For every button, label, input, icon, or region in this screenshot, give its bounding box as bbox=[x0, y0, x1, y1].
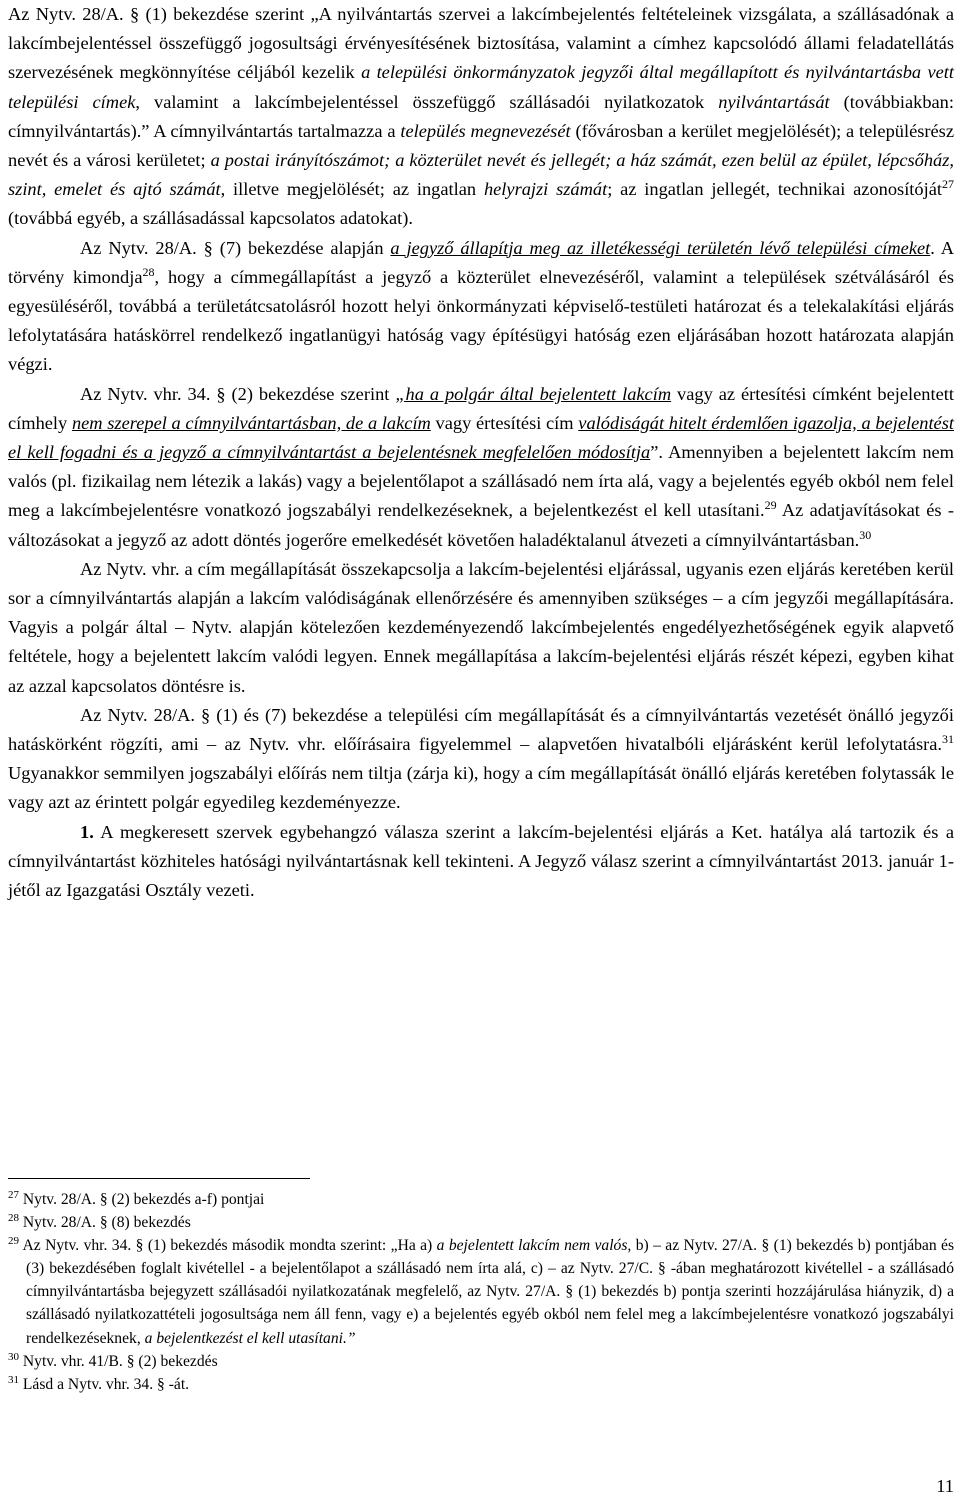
paragraph-1 bbox=[8, 0, 954, 234]
footnote-ref: 29 bbox=[8, 1235, 19, 1248]
text-run: Ugyanakkor semmilyen jogszabályi előírás nem tiltja (zárja ki), hogy a cím megállapítását önálló eljárás keretében folytassák le vagy azt az érintett polgár egyedileg kezdeményezze. bbox=[8, 763, 954, 813]
footnote-ref: 28 bbox=[8, 1212, 19, 1225]
text-run: nem szerepel a címnyilvántartásban, de a lakcím bbox=[71, 412, 431, 433]
text-run: a települési önkormányzatok jegyzői által megállapított és nyilvántartásba vett települési címek bbox=[8, 62, 954, 112]
footnote-ref: 27 bbox=[942, 177, 954, 192]
text-run: a postai irányítószámot; a közterület nevét és jellegét; a ház számát, ezen belül az épület, lépcsőház, szint, emelet és ajtó számát bbox=[8, 150, 954, 200]
footnote-ref: 27 bbox=[8, 1189, 19, 1201]
text-run: (továbbá egyéb, a szállásadással kapcsolatos adatokat). bbox=[8, 208, 413, 229]
text-run: , valamint a lakcímbejelentéssel összefüggő szállásadói nyilatkozatok bbox=[135, 91, 719, 112]
text-run: Az Nytv. vhr. a cím megállapítását összekapcsolja a lakcím-bejelentési eljárással, ugyanis ezen eljárás keretében kerül sor a címnyilvántartás alapján a lakcím valódiságának ellenőrzésére és amennyiben szükséges – a cím jegyzői megállapítására. Vagyis a polgár által – Nytv. alapján kötelezően kezdeményezendő lakcímbejelentés engedélyezhetőségének egyik alapvető feltétele, hogy a bejelentett lakcím valódi legyen. Ennek megállapítása a lakcím-bejelentési eljárás részét képezi, egyben kihat az azzal kapcsolatos döntésre is. bbox=[8, 558, 954, 696]
text-run: vagy az értesítési címként bejelentett címhely bbox=[8, 383, 954, 433]
paragraph-3 bbox=[8, 380, 954, 555]
text-run: valódiságát hitelt érdemlően igazolja, a bejelentést el kell fogadni és a jegyző a címnyilvántartást a bejelentésnek megfelelően módosítja bbox=[8, 412, 954, 463]
paragraph-6 bbox=[8, 818, 954, 906]
paragraph-4 bbox=[8, 555, 954, 701]
text-run: ”. Amennyiben a bejelentett lakcím nem valós (pl. fizikailag nem létezik a lakás) vagy a bejelentőlapot a szállásadó nem írta alá, vagy a bejelentés egyéb okból nem felel meg a lakcímbejelentésre vonatkozó jogszabályi rendelkezéseknek, a bejelentkezést el kell utasítani. bbox=[8, 442, 954, 521]
text-run: Az adatjavításokat és -változásokat a jegyző az adott döntés jogerőre emelkedését követően haladéktalanul átvezeti a címnyilvántartásban. bbox=[8, 500, 954, 550]
text-run: Az Nytv. 28/A. § (1) bekezdése szerint „A nyilvántartás szervei a lakcímbejelentés feltételeinek vizsgálata, a szállásadónak a lakcímbejelentéssel összefüggő jogosultsági érvényesítésének biztosítása, valamint a címhez kapcsolódó állami feladatellátás szervezésének megkönnyítése céljából kezelik bbox=[8, 4, 954, 83]
text-run: Nytv. vhr. 41/B. § (2) bekezdés bbox=[19, 1352, 218, 1370]
text-run: Az Nytv. vhr. 34. § (2) bekezdése szerint bbox=[80, 383, 396, 404]
text-run: Nytv. 28/A. § (8) bekezdés bbox=[19, 1214, 191, 1232]
text-run: b) – az Nytv. 27/A. § (1) bekezdés b) pontjában és (3) bekezdésében foglalt kivétellel - a bejelentőlapot a szállásadó nem írta alá, c) – az Nytv. 27/C. § -ában meghatározott kivétellel - a szállásadó címnyilvántartásba bejegyzett szállásadói nyilatkozatának megfelelő, az Nytv. 27/A. § (1) bekezdés b) pontja szerinti hozzájárulása hiányzik, d) a szállásadó nyilatkozattételi jogosultsága nem áll fenn, vagy e) a bejelentés egyéb okból nem felel meg a lakcímbejelentésre vonatkozó jogszabályi rendelkezéseknek, bbox=[26, 1237, 955, 1347]
document-page bbox=[8, 0, 954, 1502]
footnote-ref: 29 bbox=[764, 498, 777, 513]
text-run: Az Nytv. 28/A. § (1) és (7) bekezdése a települési cím megállapítását és a címnyilvántartás vezetését önálló jegyzői hatáskörként rögzíti, ami – az Nytv. vhr. előírásaira figyelemmel – alapvetően hivatalbóli eljárásként kerül lefolytatásra. bbox=[8, 704, 954, 755]
text-run: Az Nytv. vhr. 34. § (1) bekezdés második mondta szerint: „Ha a) bbox=[19, 1237, 437, 1255]
text-run: nyilvántartását bbox=[718, 91, 830, 112]
footnote-separator bbox=[8, 1178, 310, 1179]
footnote-27 bbox=[8, 1188, 954, 1211]
text-run: , hogy a címmegállapítást a jegyző a közterület elnevezéséről, valamint a települések szétválásáról és egyesüléséről, továbbá a területátcsatolásról hozott helyi önkormányzati képviselő-testületi határozat és a telekalakítási eljárás lefolytatására hatáskörrel rendelkező ingatlanügyi hatóság vagy építésügyi hatóság ezen eljárásában hozott határozata alapján végzi. bbox=[8, 266, 954, 375]
text-run: a jegyző állapítja meg az illetékességi területén lévő települési címeket bbox=[390, 237, 931, 258]
footnote-29 bbox=[8, 1234, 954, 1349]
text-run: „ha a polgár által bejelentett lakcím bbox=[395, 383, 672, 404]
text-run: Lásd a Nytv. vhr. 34. § -át. bbox=[19, 1375, 190, 1393]
footnote-30 bbox=[8, 1350, 954, 1373]
footnote-ref: 30 bbox=[859, 527, 872, 542]
text-run: a bejelentkezést el kell utasítani.” bbox=[144, 1329, 356, 1347]
text-run: a bejelentett lakcím nem valós, bbox=[436, 1237, 632, 1255]
footnote-ref: 31 bbox=[942, 732, 954, 747]
text-run: 1. bbox=[80, 821, 94, 842]
text-run: vagy értesítési cím bbox=[430, 412, 579, 433]
footnotes bbox=[8, 1188, 954, 1396]
text-run: . A törvény kimondja bbox=[8, 237, 955, 287]
text-run: helyrajzi számát bbox=[483, 179, 608, 200]
text-run: település megnevezését bbox=[400, 120, 571, 141]
text-run: A megkeresett szervek egybehangzó válasza szerint a lakcím-bejelentési eljárás a Ket. hatálya alá tartozik és a címnyilvántartást közhiteles hatósági nyilvántartásnak kell tekinteni. A Jegyző válasz szerint a címnyilvántartást 2013. január 1-jétől az Igazgatási Osztály vezeti. bbox=[8, 821, 954, 901]
footnote-28 bbox=[8, 1211, 954, 1234]
text-run: , illetve megjelölését; az ingatlan bbox=[220, 179, 484, 200]
paragraph-2 bbox=[8, 234, 954, 380]
footnote-ref: 28 bbox=[142, 264, 155, 279]
text-run: (fővárosban a kerület megjelölését); a településrész nevét és a városi kerületet; bbox=[8, 120, 954, 171]
text-run: ; az ingatlan jellegét, technikai azonosítóját bbox=[607, 179, 942, 200]
footnote-ref: 31 bbox=[8, 1373, 19, 1386]
paragraph-5 bbox=[8, 701, 954, 818]
page-number: 11 bbox=[936, 1476, 954, 1496]
text-run: Nytv. 28/A. § (2) bekezdés a-f) pontjai bbox=[19, 1191, 265, 1208]
footnote-ref: 30 bbox=[8, 1350, 19, 1363]
text-run: (továbbiakban: címnyilvántartás).” A címnyilvántartás tartalmazza a bbox=[8, 91, 954, 141]
text-run: Az Nytv. 28/A. § (7) bekezdése alapján bbox=[80, 237, 391, 258]
footnote-31 bbox=[8, 1373, 954, 1396]
